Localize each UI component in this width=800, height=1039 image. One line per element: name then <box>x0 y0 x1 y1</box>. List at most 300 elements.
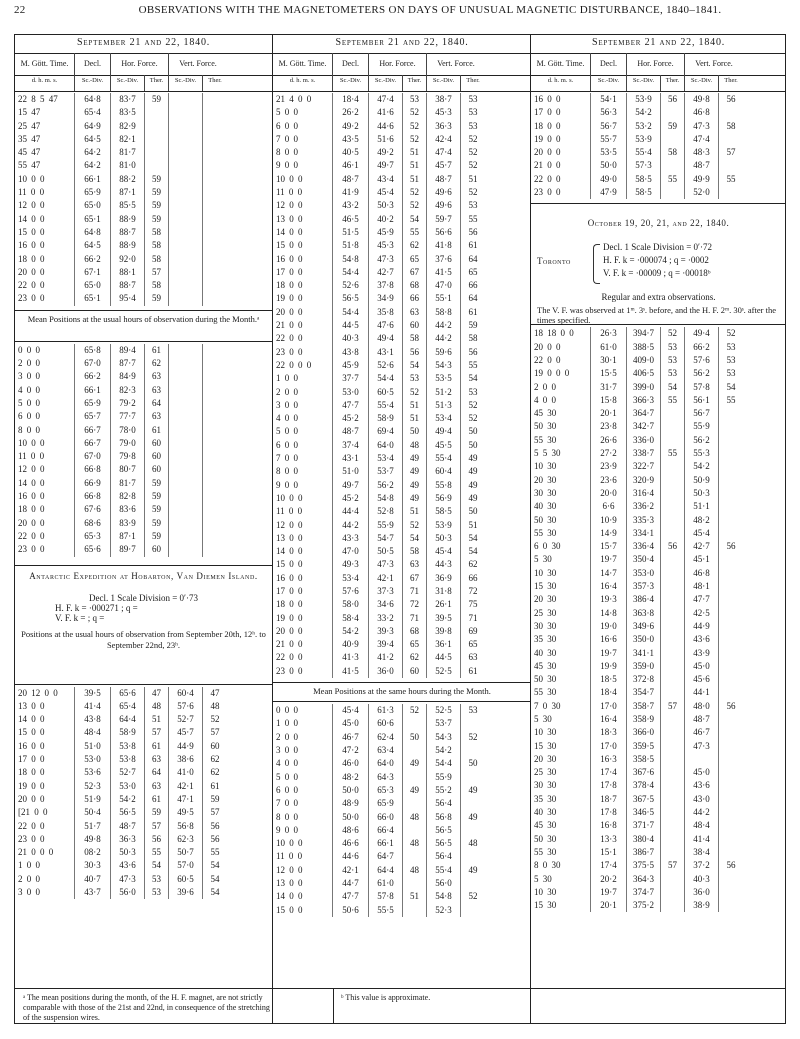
value-cell: 66·7 <box>75 437 111 450</box>
value-cell: 43·6 <box>685 779 719 792</box>
value-cell: 50·3 <box>427 532 461 545</box>
table-row <box>15 199 272 212</box>
value-cell: 14·8 <box>591 607 627 620</box>
value-cell: 65 <box>403 638 427 651</box>
value-cell: 56·5 <box>427 837 461 850</box>
value-cell: 47·2 <box>333 744 369 757</box>
toronto-scale-3: V. F. k = ·00009 ; q = ·00018ᵇ <box>603 268 711 279</box>
value-cell: 53·6 <box>75 766 111 779</box>
value-cell: 54 <box>210 887 220 898</box>
time-cell: 14 0 0 <box>15 477 75 490</box>
value-cell: 54 <box>210 873 220 884</box>
value-cell: 42·1 <box>333 864 369 877</box>
value-cell: 45·3 <box>427 106 461 119</box>
value-cell: 56·2 <box>685 434 719 447</box>
time-cell: 2 0 0 <box>273 731 333 744</box>
time-cell: 1 0 0 <box>15 859 75 872</box>
value-cell: 60·4 <box>169 687 203 700</box>
value-cell: 39·5 <box>427 612 461 625</box>
value-cell: 58·5 <box>427 505 461 518</box>
table-row <box>15 820 272 833</box>
table-row <box>531 846 786 859</box>
value-cell: 61·0 <box>369 877 403 890</box>
mean-note-2-text: Mean Positions at the same hours during the Month. <box>313 686 491 697</box>
value-cell: 320·9 <box>627 474 661 487</box>
value-cell: 64·0 <box>369 439 403 452</box>
value-cell <box>661 753 685 766</box>
column-headers <box>15 53 272 76</box>
time-cell: 5 30 <box>531 713 591 726</box>
value-cell: 47·7 <box>333 890 369 903</box>
table-row <box>15 292 272 305</box>
value-cell: 56·7 <box>591 120 627 133</box>
table-row <box>273 412 531 425</box>
value-cell: 54 <box>210 860 220 871</box>
value-cell: 61 <box>468 665 478 676</box>
value-cell: 41·5 <box>427 266 461 279</box>
time-cell: 8 0 0 <box>273 146 333 159</box>
value-cell: 15·7 <box>591 540 627 553</box>
value-cell: 17·8 <box>591 779 627 792</box>
value-cell: 49·8 <box>685 93 719 106</box>
value-cell <box>169 120 203 133</box>
value-cell <box>403 877 427 890</box>
value-cell: 57·6 <box>685 354 719 367</box>
time-cell: 14 0 0 <box>273 226 333 239</box>
table-row <box>15 886 272 899</box>
time-cell: 22 0 0 <box>531 173 591 186</box>
value-cell: 55·7 <box>591 133 627 146</box>
value-cell: 342·7 <box>627 420 661 433</box>
value-cell: 62 <box>210 767 220 778</box>
value-cell: 45·9 <box>369 226 403 239</box>
time-cell: 22 0 0 <box>273 651 333 664</box>
value-cell: 92·0 <box>111 253 145 266</box>
value-cell: 49 <box>403 784 427 797</box>
value-cell: 88·9 <box>111 239 145 252</box>
value-cell: 17·4 <box>591 766 627 779</box>
col-head-decl: Decl. <box>75 53 111 75</box>
value-cell <box>145 120 169 133</box>
value-cell: 55·4 <box>627 146 661 159</box>
value-cell <box>169 344 203 357</box>
value-cell: 60·5 <box>169 873 203 886</box>
value-cell: 48·2 <box>333 771 369 784</box>
value-cell <box>169 397 203 410</box>
value-cell: 372·8 <box>627 673 661 686</box>
value-cell: 44·2 <box>427 332 461 345</box>
value-cell: 358·7 <box>627 700 661 713</box>
value-cell: 57 <box>661 700 685 713</box>
value-cell: 394·7 <box>627 327 661 340</box>
value-cell <box>719 607 743 620</box>
value-cell: 71 <box>403 612 427 625</box>
value-cell <box>169 239 203 252</box>
value-cell <box>661 899 685 912</box>
value-cell: 367·5 <box>627 793 661 806</box>
value-cell: 47·1 <box>169 793 203 806</box>
value-cell: 52 <box>468 891 478 902</box>
value-cell <box>169 266 203 279</box>
value-cell <box>169 213 203 226</box>
value-cell <box>719 673 743 686</box>
table-row <box>273 545 531 558</box>
value-cell <box>719 434 743 447</box>
value-cell: 52 <box>403 120 427 133</box>
value-cell: 50·3 <box>685 487 719 500</box>
table-row <box>531 186 786 199</box>
value-cell: 36·0 <box>685 886 719 899</box>
value-cell <box>403 850 427 863</box>
table-row <box>15 93 272 106</box>
value-cell: 59 <box>145 292 169 305</box>
panel-title: September 21 and 22, 1840. <box>273 37 531 54</box>
value-cell: 59 <box>210 793 220 804</box>
value-cell: 53 <box>468 120 478 131</box>
rows-mean <box>15 344 272 557</box>
value-cell: 59 <box>145 503 169 516</box>
value-cell: 20·0 <box>591 487 627 500</box>
value-cell: 55 <box>661 173 685 186</box>
value-cell: 53·5 <box>591 146 627 159</box>
value-cell: 47·4 <box>685 133 719 146</box>
value-cell: 78·0 <box>111 424 145 437</box>
time-cell: 10 0 0 <box>273 837 333 850</box>
value-cell: 55 <box>726 173 736 184</box>
value-cell: 51·0 <box>75 740 111 753</box>
table-row <box>273 292 531 305</box>
sub-head: Ther. <box>661 75 685 91</box>
value-cell: 57·6 <box>333 585 369 598</box>
value-cell: 18·3 <box>591 726 627 739</box>
value-cell <box>169 133 203 146</box>
table-row <box>273 598 531 611</box>
time-cell: 2 0 0 <box>273 386 333 399</box>
time-cell: 21 0 0 <box>531 159 591 172</box>
value-cell <box>719 846 743 859</box>
value-cell: 52 <box>403 199 427 212</box>
value-cell: 61 <box>468 240 478 251</box>
table-row <box>15 713 272 726</box>
value-cell <box>661 673 685 686</box>
table-row <box>273 704 531 717</box>
value-cell: 64·5 <box>75 133 111 146</box>
time-cell: 21 0 0 <box>273 319 333 332</box>
value-cell: 46·0 <box>333 757 369 770</box>
rows-mean-2 <box>273 704 531 917</box>
value-cell: 54 <box>468 532 478 543</box>
value-cell: 48·3 <box>685 146 719 159</box>
value-cell: 44·7 <box>333 877 369 890</box>
value-cell: 16·3 <box>591 753 627 766</box>
value-cell: 51·0 <box>333 465 369 478</box>
value-cell: 50·6 <box>333 904 369 917</box>
table-row <box>531 106 786 119</box>
value-cell: 16·6 <box>591 633 627 646</box>
time-cell: 21 4 0 0 <box>273 93 333 106</box>
table-row <box>273 505 531 518</box>
table-row <box>15 384 272 397</box>
value-cell <box>661 514 685 527</box>
table-row <box>15 833 272 846</box>
value-cell: 67·6 <box>75 503 111 516</box>
value-cell: 41·0 <box>169 766 203 779</box>
time-cell: 17 0 0 <box>15 753 75 766</box>
value-cell: 45·6 <box>685 673 719 686</box>
time-cell: 10 0 0 <box>15 437 75 450</box>
value-cell: 50·5 <box>369 545 403 558</box>
value-cell: 50 <box>403 425 427 438</box>
value-cell: 53 <box>661 367 685 380</box>
sub-head: Ther. <box>208 77 222 84</box>
panel-title: September 21 and 22, 1840. <box>531 37 786 54</box>
table-row <box>273 213 531 226</box>
value-cell: 45·0 <box>333 717 369 730</box>
value-cell: 56·2 <box>369 479 403 492</box>
value-cell: 43·5 <box>333 133 369 146</box>
value-cell: 88·9 <box>111 213 145 226</box>
value-cell <box>661 740 685 753</box>
value-cell <box>169 106 203 119</box>
table-row <box>531 474 786 487</box>
value-cell: 336·4 <box>627 540 661 553</box>
value-cell: 56·8 <box>169 820 203 833</box>
value-cell <box>203 370 227 383</box>
value-cell <box>661 726 685 739</box>
table-row <box>273 93 531 106</box>
page-title: OBSERVATIONS WITH THE MAGNETOMETERS ON DAYS OF UNUSUAL MAGNETIC DISTURBANCE, 1840–1841. <box>138 4 722 16</box>
value-cell <box>719 580 743 593</box>
time-cell: 10 30 <box>531 726 591 739</box>
value-cell <box>719 474 743 487</box>
value-cell: 52 <box>403 704 427 717</box>
col-head-decl: Decl. <box>333 53 369 75</box>
value-cell: 55 <box>726 394 736 405</box>
table-row <box>15 517 272 530</box>
value-cell: 56 <box>468 226 478 237</box>
table-row <box>273 877 531 890</box>
value-cell: 83·5 <box>111 106 145 119</box>
value-cell: 71 <box>403 585 427 598</box>
table-row <box>273 797 531 810</box>
value-cell: 56 <box>403 346 427 359</box>
table-row <box>531 567 786 580</box>
value-cell: 65·1 <box>75 213 111 226</box>
value-cell: 66 <box>403 292 427 305</box>
time-cell: 16 0 0 <box>531 93 591 106</box>
value-cell <box>719 527 743 540</box>
value-cell: 39·3 <box>369 625 403 638</box>
table-row <box>15 266 272 279</box>
value-cell <box>719 633 743 646</box>
table-row <box>15 687 272 700</box>
rows-toronto <box>531 327 786 912</box>
time-cell: 40 30 <box>531 806 591 819</box>
value-cell: 378·4 <box>627 779 661 792</box>
value-cell: 65 <box>468 266 478 277</box>
value-cell: 54 <box>468 373 478 384</box>
value-cell: 335·3 <box>627 514 661 527</box>
value-cell: 83·9 <box>111 517 145 530</box>
time-cell: 12 0 0 <box>273 864 333 877</box>
table-row <box>15 370 272 383</box>
value-cell <box>661 886 685 899</box>
value-cell: 51 <box>403 399 427 412</box>
value-cell: 53 <box>468 200 478 211</box>
table-row <box>531 700 786 713</box>
sub-head: Sc.-Div. <box>169 75 203 91</box>
table-row <box>531 593 786 606</box>
value-cell: 48·0 <box>685 700 719 713</box>
value-cell <box>719 833 743 846</box>
table-row <box>531 420 786 433</box>
value-cell <box>169 490 203 503</box>
value-cell: 322·7 <box>627 460 661 473</box>
value-cell: 87·7 <box>111 357 145 370</box>
value-cell: 55·3 <box>685 447 719 460</box>
value-cell: 56 <box>661 93 685 106</box>
value-cell: 50 <box>468 426 478 437</box>
value-cell: 45·7 <box>427 159 461 172</box>
value-cell <box>203 186 227 199</box>
value-cell: 53 <box>661 354 685 367</box>
value-cell: 60 <box>145 437 169 450</box>
value-cell: 53·5 <box>427 372 461 385</box>
value-cell: 49 <box>403 492 427 505</box>
value-cell <box>203 213 227 226</box>
table-row <box>273 133 531 146</box>
value-cell: 53·8 <box>111 740 145 753</box>
value-cell <box>169 503 203 516</box>
value-cell: 49·4 <box>369 332 403 345</box>
value-cell: 49·6 <box>427 199 461 212</box>
value-cell: 82·9 <box>111 120 145 133</box>
time-cell: 11 0 0 <box>15 186 75 199</box>
time-cell: 18 0 0 <box>15 253 75 266</box>
value-cell: 64·2 <box>75 146 111 159</box>
value-cell <box>203 437 227 450</box>
value-cell: 64·3 <box>369 771 403 784</box>
table-row <box>273 319 531 332</box>
time-cell: 20 0 0 <box>531 146 591 159</box>
value-cell: 51·5 <box>333 226 369 239</box>
time-cell: 10 0 0 <box>273 173 333 186</box>
value-cell: 46·7 <box>333 731 369 744</box>
value-cell: 56·3 <box>591 106 627 119</box>
value-cell: 58 <box>145 226 169 239</box>
time-cell: 15 30 <box>531 740 591 753</box>
table-row <box>531 540 786 553</box>
value-cell: 367·6 <box>627 766 661 779</box>
table-row <box>531 434 786 447</box>
table-row <box>15 726 272 739</box>
rows-hobarton <box>15 687 272 900</box>
value-cell: 57 <box>210 807 220 818</box>
value-cell: 48·6 <box>333 824 369 837</box>
table-row <box>273 558 531 571</box>
value-cell: 51 <box>403 505 427 518</box>
time-cell: 14 0 0 <box>15 713 75 726</box>
table-row <box>531 713 786 726</box>
value-cell <box>719 420 743 433</box>
value-cell: 52 <box>468 133 478 144</box>
time-cell: 20 0 0 <box>273 306 333 319</box>
value-cell <box>719 647 743 660</box>
value-cell: 52·7 <box>111 766 145 779</box>
value-cell: 54 <box>145 859 169 872</box>
value-cell: 64·4 <box>369 864 403 877</box>
value-cell: 55 <box>403 226 427 239</box>
value-cell: 68 <box>403 625 427 638</box>
value-cell: 54·2 <box>111 793 145 806</box>
table-row <box>531 673 786 686</box>
value-cell: 16·4 <box>591 580 627 593</box>
value-cell: 64·0 <box>369 757 403 770</box>
value-cell: 87·1 <box>111 186 145 199</box>
value-cell: 59·6 <box>427 346 461 359</box>
value-cell <box>661 593 685 606</box>
value-cell: 58·9 <box>369 412 403 425</box>
time-cell: 15 47 <box>15 106 75 119</box>
time-cell: 50 30 <box>531 420 591 433</box>
value-cell: 55·9 <box>369 519 403 532</box>
table-row <box>273 731 531 744</box>
time-cell: 7 0 0 <box>273 797 333 810</box>
value-cell: 62·3 <box>169 833 203 846</box>
table-row <box>273 173 531 186</box>
value-cell: 66·7 <box>75 424 111 437</box>
table-row <box>531 381 786 394</box>
table-row <box>273 266 531 279</box>
value-cell: 52·7 <box>169 713 203 726</box>
value-cell: 20·2 <box>591 873 627 886</box>
value-cell <box>661 620 685 633</box>
value-cell: 26·6 <box>591 434 627 447</box>
value-cell: 48·9 <box>333 797 369 810</box>
value-cell <box>661 407 685 420</box>
value-cell: 08·2 <box>75 846 111 859</box>
value-cell: 19·3 <box>591 593 627 606</box>
sub-headers <box>531 75 786 92</box>
value-cell: 56 <box>145 833 169 846</box>
value-cell: 48 <box>210 700 220 711</box>
value-cell: 54·8 <box>427 890 461 903</box>
value-cell: 49 <box>468 453 478 464</box>
value-cell: 50·0 <box>333 811 369 824</box>
time-cell: 8 0 0 <box>273 811 333 824</box>
value-cell: 68·6 <box>75 517 111 530</box>
time-cell: 15 0 0 <box>15 226 75 239</box>
value-cell: 48·7 <box>333 173 369 186</box>
time-cell: 20 0 0 <box>273 625 333 638</box>
table-row <box>273 572 531 585</box>
value-cell <box>203 173 227 186</box>
value-cell: 31·7 <box>591 381 627 394</box>
time-cell: 15 0 0 <box>273 558 333 571</box>
footnotes <box>15 988 785 1023</box>
value-cell <box>203 463 227 476</box>
value-cell <box>203 357 227 370</box>
value-cell: 57·6 <box>169 700 203 713</box>
time-cell: 8 0 0 <box>273 465 333 478</box>
table-row <box>531 93 786 106</box>
col-head-time: M. Gött. Time. <box>15 53 75 75</box>
value-cell <box>719 819 743 832</box>
value-cell <box>169 437 203 450</box>
value-cell: 40·3 <box>685 873 719 886</box>
table-row <box>273 717 531 730</box>
value-cell: 52 <box>403 106 427 119</box>
